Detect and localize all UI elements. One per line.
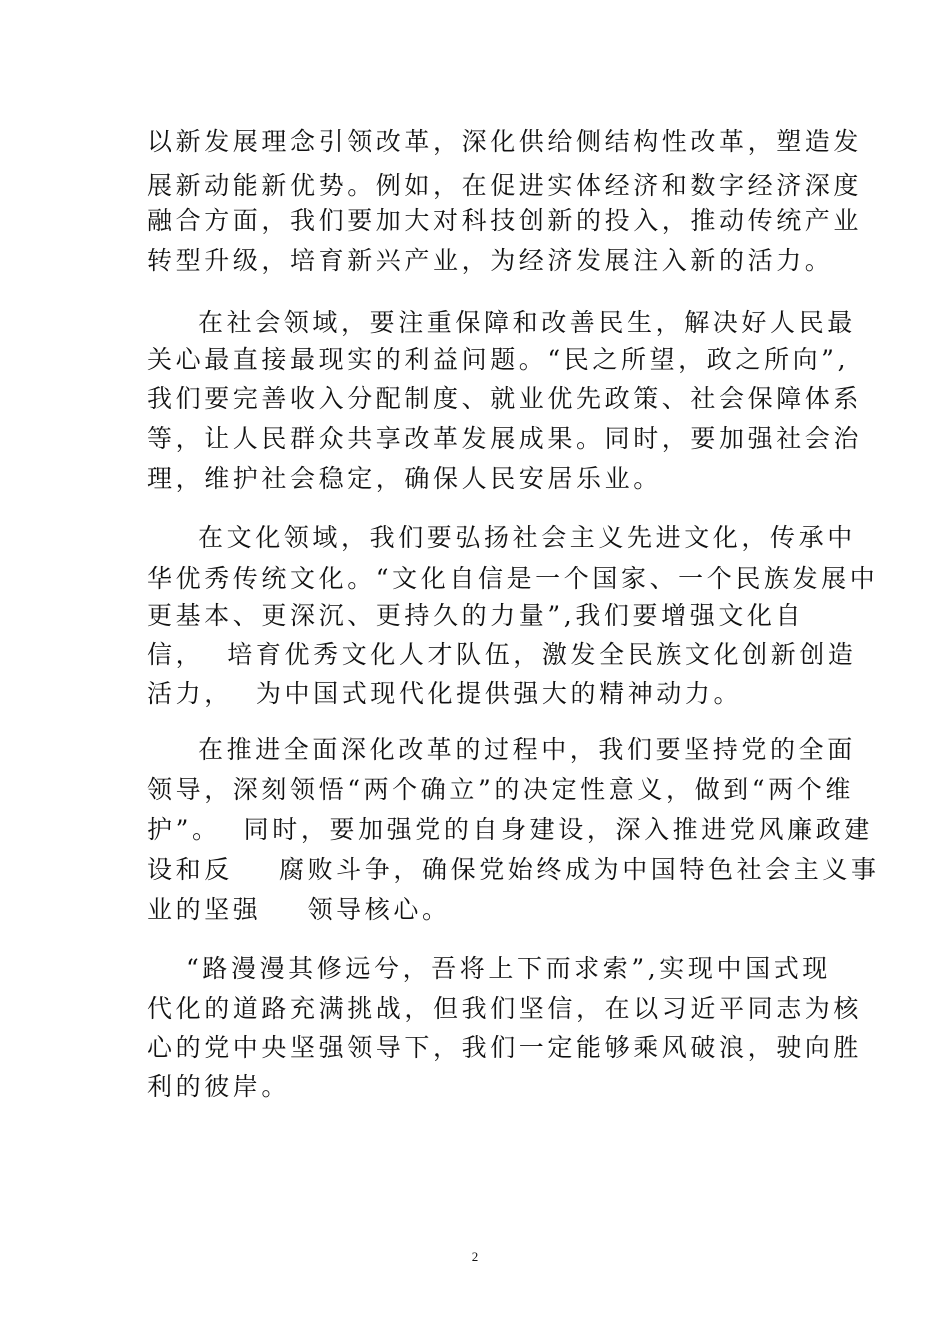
text-line: 以新发展理念引领改革，深化供给侧结构性改革，塑造发 xyxy=(147,127,863,156)
text-line: 领导，深刻领悟“两个确立”的决定性意义，做到“两个维 xyxy=(147,775,854,804)
text-line: 在推进全面深化改革的过程中，我们要坚持党的全面 xyxy=(198,735,856,764)
text-line: 活力， 为中国式现代化提供强大的精神动力。 xyxy=(147,679,743,708)
text-line: 展新动能新优势。例如，在促进实体经济和数字经济深度 xyxy=(147,171,863,200)
text-line: 理，维护社会稳定，确保人民安居乐业。 xyxy=(147,464,662,493)
text-line: 护”。 同时，要加强党的自身建设，深入推进党风廉政建 xyxy=(147,815,873,844)
text-line: 融合方面，我们要加大对科技创新的投入，推动传统产业 xyxy=(147,206,863,235)
text-line: 信， 培育优秀文化人才队伍，激发全民族文化创新创造 xyxy=(147,640,857,669)
text-line: 利的彼岸。 xyxy=(147,1072,291,1101)
text-line: 华优秀传统文化。“文化自信是一个国家、一个民族发展中 xyxy=(147,564,879,593)
text-line: 更基本、更深沉、更持久的力量”,我们要增强文化自 xyxy=(147,601,805,630)
text-line: 转型升级，培育新兴产业，为经济发展注入新的活力。 xyxy=(147,246,834,275)
text-line: 在社会领域，要注重保障和改善民生，解决好人民最 xyxy=(198,308,856,337)
text-line: 心的党中央坚强领导下，我们一定能够乘风破浪，驶向胜 xyxy=(147,1033,863,1062)
text-line: 关心最直接最现实的利益问题。“民之所望，政之所向”, xyxy=(147,345,850,374)
text-line: 我们要完善收入分配制度、就业优先政策、社会保障体系 xyxy=(147,384,863,413)
text-line: 在文化领域，我们要弘扬社会主义先进文化，传承中 xyxy=(198,523,856,552)
text-line: 业的坚强 领导核心。 xyxy=(147,895,451,924)
text-line: “路漫漫其修远兮，吾将上下而求索”,实现中国式现 xyxy=(186,954,831,983)
page-number: 2 xyxy=(471,1249,479,1264)
text-line: 等，让人民群众共享改革发展成果。同时，要加强社会治 xyxy=(147,424,863,453)
text-line: 设和反 腐败斗争，确保党始终成为中国特色社会主义事 xyxy=(147,855,880,884)
text-line: 代化的道路充满挑战，但我们坚信，在以习近平同志为核 xyxy=(147,994,863,1023)
